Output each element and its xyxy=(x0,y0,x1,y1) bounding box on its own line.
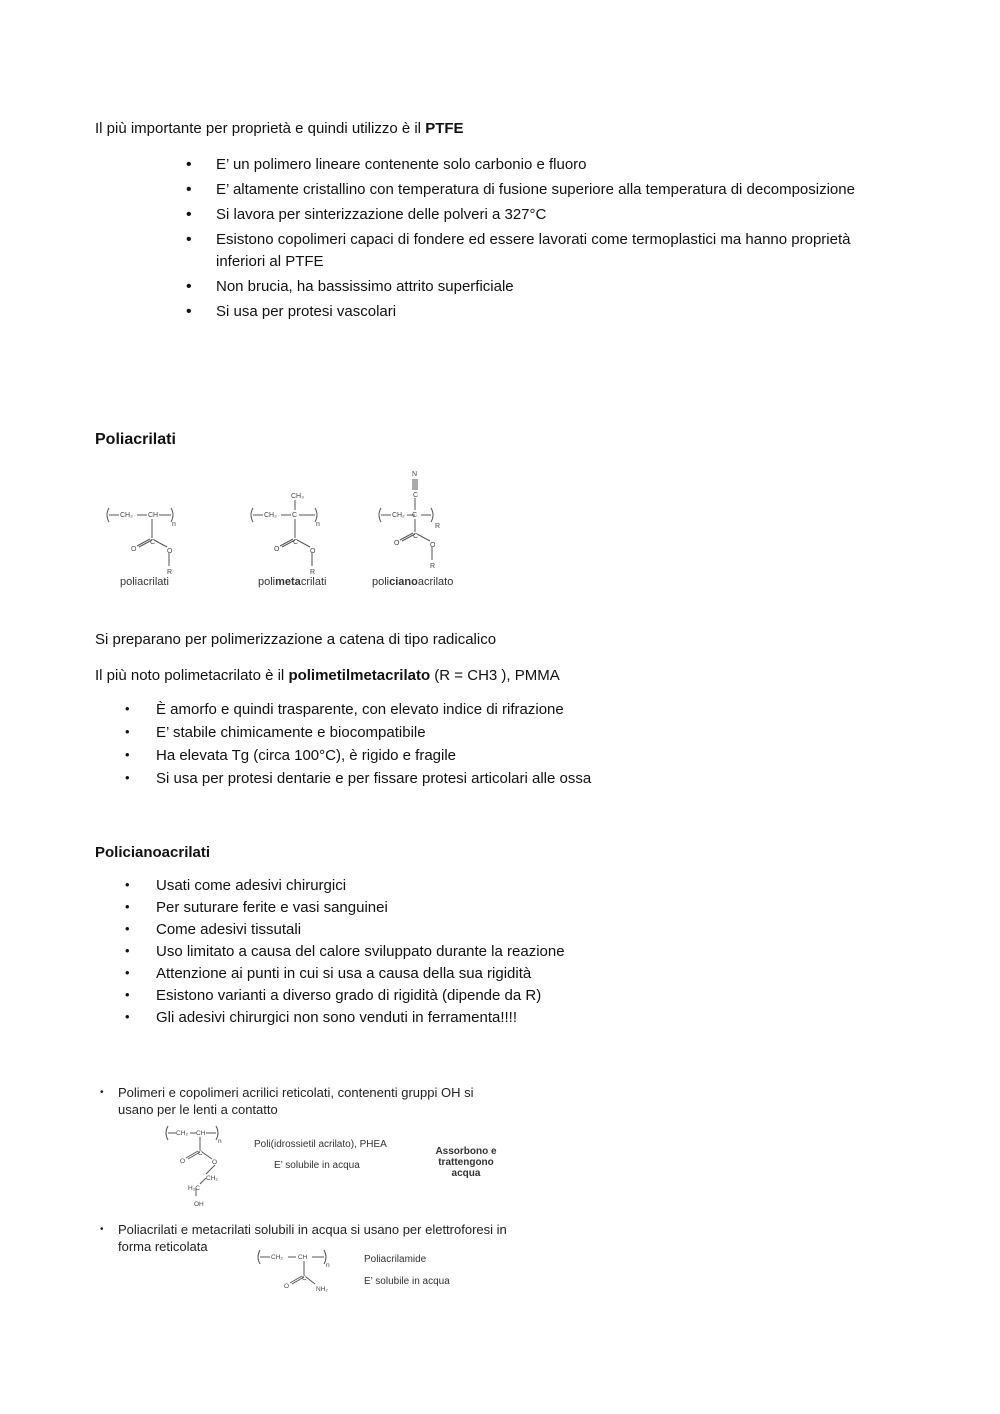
paragraph: Si preparano per polimerizzazione a catena di tipo radicalico xyxy=(95,631,497,648)
absorb-line: acqua xyxy=(451,1168,481,1179)
label-part-bold: ciano xyxy=(389,576,418,588)
atom-label: CH₃ xyxy=(291,493,304,500)
atom-label: C xyxy=(292,512,298,519)
slide-text-line: forma reticolata xyxy=(118,1239,208,1254)
atom-label: N xyxy=(412,471,418,478)
list-item: • Attenzione ai punti in cui si usa a causa della sua rigidità xyxy=(156,965,565,987)
list-item: • Usati come adesivi chirurgici xyxy=(156,877,565,899)
label-part: poli xyxy=(258,576,276,588)
atom-label: CH xyxy=(148,512,159,519)
bullet-marker: • xyxy=(100,1087,104,1098)
phea-solubility: E’ solubile in acqua xyxy=(274,1160,360,1171)
atom-label: NH₂ xyxy=(316,1286,328,1293)
list-item: • Si usa per protesi dentarie e per fissare protesi articolari alle ossa xyxy=(156,770,591,793)
structure-label-poliacrilati: poliacrilati xyxy=(120,576,169,588)
poliacrilati-structures-figure xyxy=(95,462,475,592)
atom-label: C xyxy=(412,512,418,519)
atom-label: CH xyxy=(298,1254,308,1261)
atom-label: O xyxy=(430,542,436,549)
atom-label: O xyxy=(310,548,316,555)
pmma-bullet-list xyxy=(156,701,591,793)
list-item: • E’ un polimero lineare contenente solo carbonio e fluoro xyxy=(216,156,855,181)
atom-label: C xyxy=(302,1275,307,1282)
atom-label: CH₂ xyxy=(264,512,277,519)
list-item: • Esistono varianti a diverso grado di rigidità (dipende da R) xyxy=(156,987,565,1009)
text-part: (R = CH3 ), PMMA xyxy=(430,667,560,684)
atom-label: O xyxy=(394,540,400,547)
atom-label: C xyxy=(413,533,419,540)
label-part: crilati xyxy=(300,576,327,588)
policianoacrilati-heading: Policianoacrilati xyxy=(95,844,211,861)
list-item: • E’ altamente cristallino con temperatura di fusione superiore alla temperatura di decomposizione xyxy=(216,181,855,206)
atom-label: C xyxy=(413,492,419,499)
paragraph-pmma xyxy=(95,665,560,687)
atom-label: O xyxy=(284,1283,290,1290)
absorb-note xyxy=(426,1146,506,1179)
atom-label: n xyxy=(172,521,176,528)
atom-label: R xyxy=(310,569,316,576)
poliacrilamide-solubility: E’ solubile in acqua xyxy=(364,1276,450,1287)
text-part: Il più noto polimetacrilato è il xyxy=(95,667,289,684)
policianoacrilati-bullet-list xyxy=(156,877,565,1031)
atom-label: R xyxy=(430,563,436,570)
poliacrilati-heading: Poliacrilati xyxy=(95,431,176,448)
structure-label-policianoacrilato xyxy=(372,576,453,588)
ptfe-intro xyxy=(95,118,464,140)
atom-label: n xyxy=(218,1138,222,1145)
list-item: • Gli adesivi chirurgici non sono venduti in ferramenta!!!! xyxy=(156,1009,565,1031)
list-item: • E’ stabile chimicamente e biocompatibile xyxy=(156,724,591,747)
atom-label: R xyxy=(435,523,441,530)
ptfe-intro-bold: PTFE xyxy=(425,120,464,137)
label-part: poli xyxy=(372,576,390,588)
atom-label: H₂C xyxy=(188,1185,200,1192)
atom-label: O xyxy=(180,1158,186,1165)
atom-label: CH xyxy=(196,1130,206,1137)
ptfe-intro-text: Il più importante per proprietà e quindi utilizzo è il xyxy=(95,120,426,137)
list-item: • Ha elevata Tg (circa 100°C), è rigido e fragile xyxy=(156,747,591,770)
atom-label: CH₂ xyxy=(206,1175,218,1182)
structure-label-polimetacrilati xyxy=(258,576,326,588)
atom-label: C xyxy=(198,1150,203,1157)
atom-label: n xyxy=(326,1262,330,1269)
list-item: • Uso limitato a causa del calore sviluppato durante la reazione xyxy=(156,943,565,965)
atom-label: C xyxy=(293,539,299,546)
atom-label: O xyxy=(131,546,137,553)
atom-label: CH₂ xyxy=(176,1130,188,1137)
list-item: • Non brucia, ha bassissimo attrito superficiale xyxy=(216,278,855,303)
slide-text-line: usano per le lenti a contatto xyxy=(118,1102,278,1117)
phea-structure xyxy=(160,1118,270,1218)
poliacrilamide-structure xyxy=(252,1244,342,1300)
atom-label: CH₂ xyxy=(271,1254,283,1261)
atom-label: n xyxy=(316,521,320,528)
atom-label: O xyxy=(274,546,280,553)
bullet-marker: • xyxy=(100,1224,104,1235)
list-item: • Per suturare ferite e vasi sanguinei xyxy=(156,899,565,921)
list-item: • Si usa per protesi vascolari xyxy=(216,303,855,328)
atom-label: R xyxy=(167,569,173,576)
ptfe-bullet-list xyxy=(216,156,855,328)
atom-label: CH₂ xyxy=(120,512,133,519)
slide-text-line: Polimeri e copolimeri acrilici reticolati, contenenti gruppi OH si xyxy=(118,1085,474,1100)
label-part-bold: meta xyxy=(275,576,301,588)
label-part: acrilato xyxy=(417,576,454,588)
list-item: • Esistono copolimeri capaci di fondere ed essere lavorati come termoplastici ma hanno proprietà xyxy=(216,231,855,253)
phea-name: Poli(idrossietil acrilato), PHEA xyxy=(254,1139,387,1150)
atom-label: O xyxy=(212,1159,218,1166)
list-item-continuation: inferiori al PTFE xyxy=(216,253,324,270)
absorb-line: Assorbono e xyxy=(435,1146,497,1157)
list-item: • Come adesivi tissutali xyxy=(156,921,565,943)
list-item: • Si lavora per sinterizzazione delle polveri a 327°C xyxy=(216,206,855,231)
atom-label: C xyxy=(150,539,156,546)
list-item: • È amorfo e quindi trasparente, con elevato indice di rifrazione xyxy=(156,701,591,724)
slide-text-line: Poliacrilati e metacrilati solubili in acqua si usano per elettroforesi in xyxy=(118,1222,507,1237)
absorb-line: trattengono xyxy=(438,1157,494,1168)
atom-label: O xyxy=(167,548,173,555)
text-part-bold: polimetilmetacrilato xyxy=(288,667,431,684)
atom-label: OH xyxy=(194,1201,204,1208)
poliacrilamide-name: Poliacrilamide xyxy=(364,1254,427,1265)
atom-label: CH₂ xyxy=(392,512,405,519)
